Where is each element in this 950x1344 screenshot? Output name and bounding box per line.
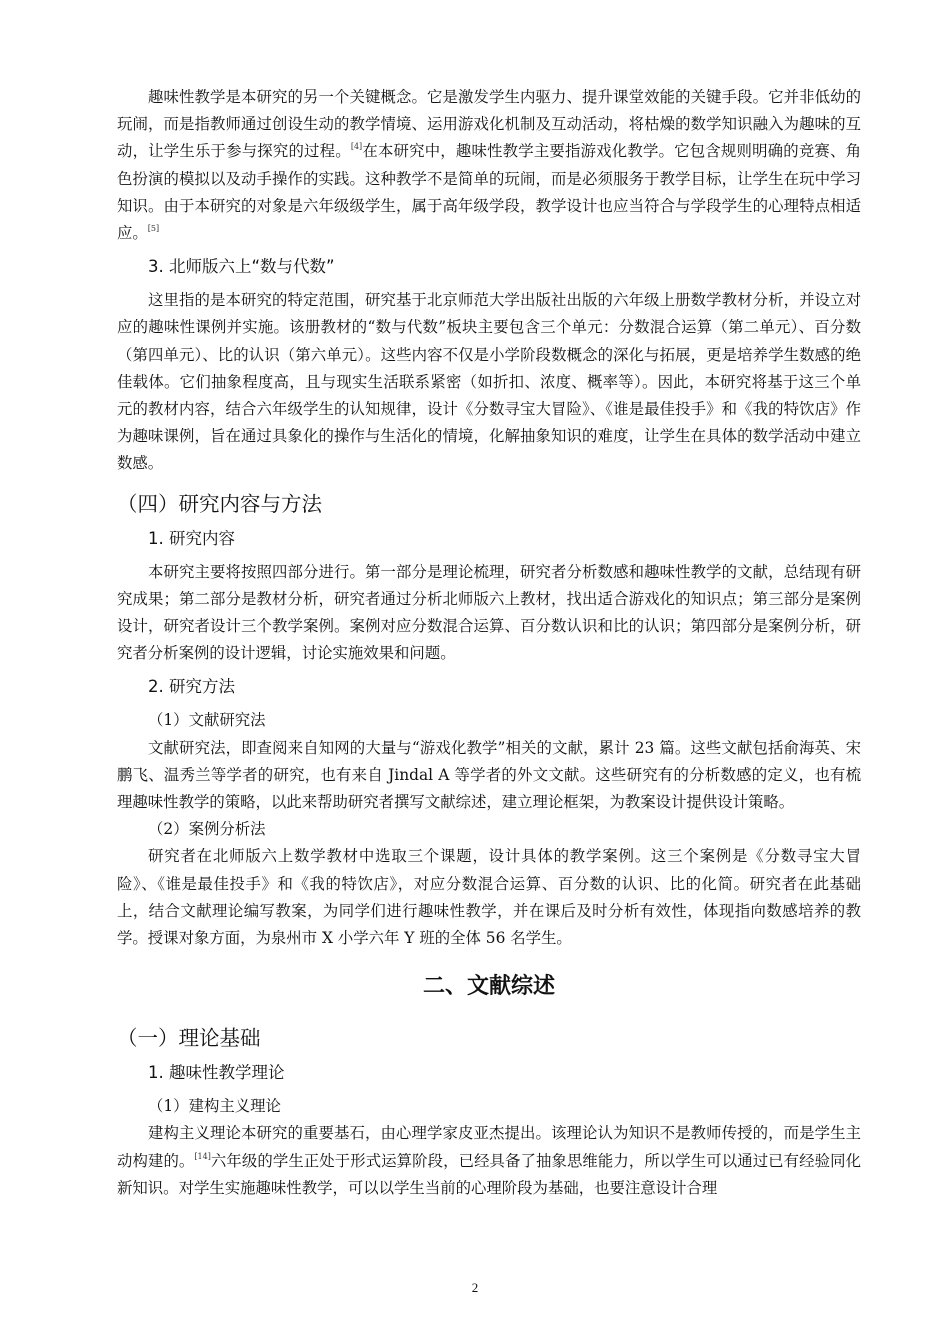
subheading-constructivism: （1）建构主义理论: [148, 1097, 281, 1116]
heading-bsd-grade6: 3. 北师版六上“数与代数”: [148, 257, 335, 277]
heading-research-content-method: （四）研究内容与方法: [117, 491, 322, 516]
subheading-literature-method: （1）文献研究法: [148, 711, 266, 730]
heading-research-method: 2. 研究方法: [148, 677, 235, 697]
paragraph-constructivism: [117, 1120, 861, 1202]
paragraph-text: 六年级的学生正处于形式运算阶段，已经具备了抽象思维能力，所以学生可以通过已有经验同化新知识。对学生实施趣味性教学，可以以学生当前的心理阶段为基础，也要注意设计合理: [117, 1151, 861, 1197]
citation-ref: [14]: [194, 1151, 211, 1161]
paragraph-fun-teaching: [117, 84, 861, 247]
subheading-case-method: （2）案例分析法: [148, 820, 266, 839]
paragraph-text: 建构主义理论本研究的重要基石，由心理学家皮亚杰提出。该理论认为知识不是教师传授的，而是学生主动构建的。: [117, 1124, 861, 1170]
page-number: 2: [471, 1280, 479, 1295]
paragraph-scope: 这里指的是本研究的特定范围，研究基于北京师范大学出版社出版的六年级上册数学教材分析，并设立对应的趣味性课例并实施。该册教材的“数与代数”板块主要包含三个单元：分数混合运算（第二单元）、百分数（第四单元）、比的认识（第六单元）。这些内容不仅是小学阶段数概念的深化与拓展，更是培养学生数感的绝佳载体。它们抽象程度高，且与现实生活联系紧密（如折扣、浓度、概率等）。因此，本研究将基于这三个单元的教材内容，结合六年级学生的认知规律，设计《分数寻宝大冒险》、《谁是最佳投手》和《我的特饮店》作为趣味课例，旨在通过具象化的操作与生活化的情境，化解抽象知识的难度，让学生在具体的数学活动中建立数感。: [117, 291, 861, 473]
page-content: [117, 84, 861, 1202]
heading-research-content: 1. 研究内容: [148, 528, 235, 548]
heading-fun-teaching-theory: 1. 趣味性教学理论: [148, 1063, 285, 1083]
paragraph-text: 在本研究中，趣味性教学主要指游戏化教学。它包含规则明确的竞赛、角色扮演的模拟以及动手操作的实践。这种教学不是简单的玩闹，而是必须服务于教学目标，让学生在玩中学习知识。由于本研究的对象是六年级级学生，属于高年级学段，教学设计也应当符合与学段学生的心理特点相适应。: [117, 142, 861, 243]
paragraph-case-method: 研究者在北师版六上数学教材中选取三个课题，设计具体的教学案例。这三个案例是《分数寻宝大冒险》、《谁是最佳投手》和《我的特饮店》，对应分数混合运算、百分数的认识、比的化简。研究者在此基础上，结合文献理论编写教案，为同学们进行趣味性教学，并在课后及时分析有效性，体现指向数感培养的教学。授课对象方面，为泉州市 X 小学六年 Y 班的全体 56 名学生。: [117, 847, 861, 948]
chapter-title-literature-review: 二、文献综述: [422, 974, 555, 1000]
paragraph-research-content: 本研究主要将按照四部分进行。第一部分是理论梳理，研究者分析数感和趣味性教学的文献，总结现有研究成果；第二部分是教材分析，研究者通过分析北师版六上教材，找出适合游戏化的知识点；第三部分是案例设计，研究者设计三个教学案例。案例对应分数混合运算、百分数认识和比的认识；第四部分是案例分析，研究者分析案例的设计逻辑，讨论实施效果和问题。: [117, 562, 861, 663]
paragraph-text: 趣味性教学是本研究的另一个关键概念。它是激发学生内驱力、提升课堂效能的关键手段。它并非低幼的玩闹，而是指教师通过创设生动的教学情境、运用游戏化机制及互动活动，将枯燥的数学知识融入为趣味的互动，让学生乐于参与探究的过程。: [117, 88, 861, 161]
paragraph-literature-method: 文献研究法，即查阅来自知网的大量与“游戏化教学”相关的文献，累计 23 篇。这些文献包括俞海英、宋鹏飞、温秀兰等学者的研究，也有来自 Jindal A 等学者的外文文献。这些研究有的分析数感的定义，也有梳理趣味性教学的策略，以此来帮助研究者撰写文献综述，建立理论框架，为教案设计提供设计策略。: [117, 738, 861, 812]
heading-theoretical-basis: （一）理论基础: [117, 1026, 261, 1051]
citation-ref: [5]: [147, 224, 160, 234]
citation-ref: [4]: [350, 142, 363, 152]
